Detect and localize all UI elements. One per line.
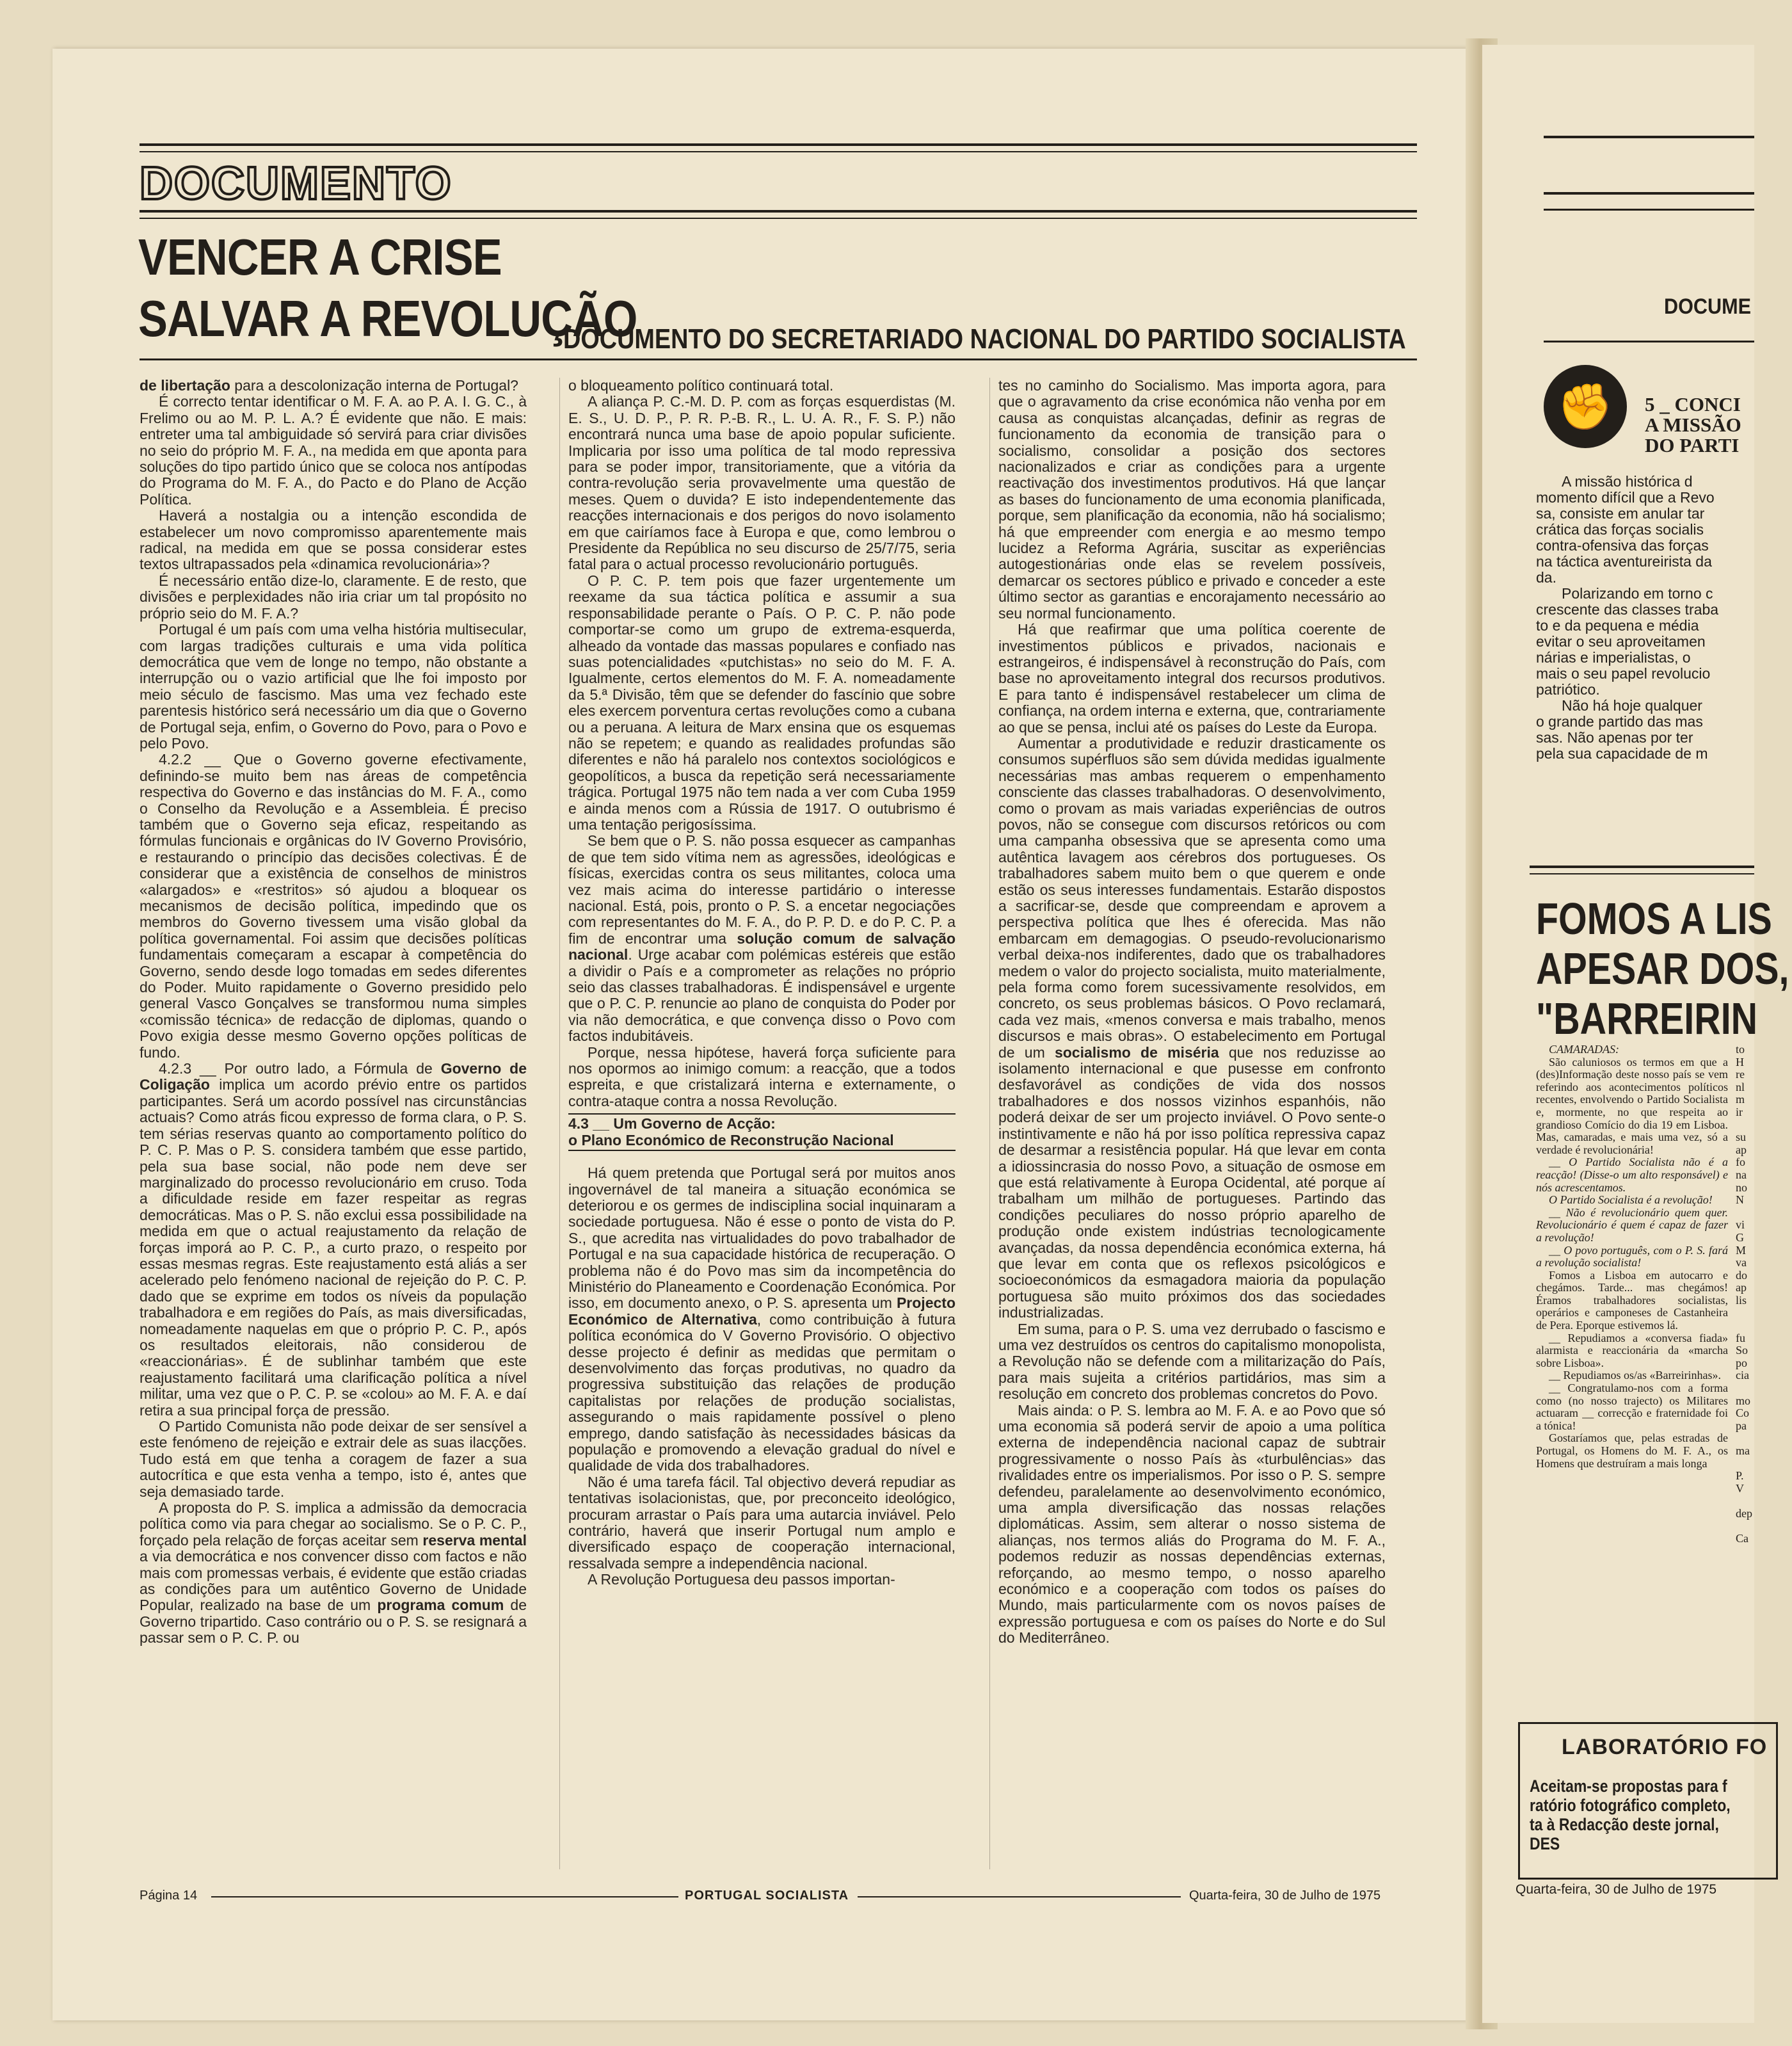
kicker-rule-thin <box>140 218 1417 219</box>
right-headline-line-3: "BARREIRIN <box>1536 994 1758 1043</box>
ad-line: ta à Redacção deste jornal, <box>1530 1815 1719 1834</box>
col3-paragraph: Mais ainda: o P. S. lembra ao M. F. A. e ao Povo que só uma economia sã poderá servir de apoio a uma política externa de independência nacional capaz de subtrair progressivamente o nosso País às «turbulências» das rivalidades entre os imperialismos. Por isso o P. S. sempre defendeu, paralelamente ao desenvolvimento económico, uma ampla diversificação das nossas relações diplomáticas. Assim, sem alterar o nosso sistema de alianças, nos termos aliás do Programa do M. F. A., podemos reduzir as nossas dependências externas, reforçando, ao mesmo tempo, o nosso aparelho económico e a cooperação com todos os países do Mundo, mais particularmente com os novos países de expressão portuguesa e com os países do Norte e do Sul do Mediterrâneo. <box>998 1401 1386 1647</box>
right-text-line: patriótico. <box>1536 681 1600 698</box>
footer-masthead: PORTUGAL SOCIALISTA <box>685 1889 849 1903</box>
letter-paragraph: __ O povo português, com o P. S. fará a revolução socialista! <box>1536 1243 1728 1269</box>
letter-paragraph: Fomos a Lisboa em autocarro e chegámos. Tarde... mas chegámos! Éramos trabalhadores socialistas, operários e camponeses de Castanheira de Pera. Eporque estivemos lá. <box>1536 1268 1728 1332</box>
letter-paragraph: __ Repudiamos a «conversa fiada» alarmista e reaccionária da «marcha sobre Lisboa». <box>1536 1331 1728 1369</box>
col2-paragraph: A aliança P. C.-M. D. P. com as forças esquerdistas (M. E. S., U. D. P., P. R. P.-B. R., L. U. A. R., F. S. P.) não encontrará nunca uma base de apoio popular suficiente. Implicaria por isso uma política de tal modo repressiva para se poder impor, transitoriamente, que a vitória da contra-revolução seria provavelmente uma questão de meses. Quem o duvida? E isto independentemente das reacções internacionais e dos perigos do novo isolamento em que cairíamos face à Europa e que, como lembrou o Presidente da República no seu discurso de 25/7/75, seria fatal para o actual processo revolucionário português. <box>568 393 956 573</box>
col1-paragraph: 4.2.3 __ Por outro lado, a Fórmula de Governo de Coligação implica um acordo prévio entre os partidos participantes. Será um acordo possível nas circunstâncias actuais? Como atrás ficou expresso de forma clara, o P. S. tem sérias reservas quanto ao comportamento político do P. C. P. Mas o P. S. considera também que esse partido, pela sua base social, não pode nem deve ser marginalizado do processo revolucionário em cruso. Toda a dificuldade reside em fazer respeitar as regras democráticas. Mas o P. S. não exclui essa possibilidade na medida em que o actual reajustamento da relação de forças imporá ao P. C. P., a curto prazo, o respeito por essas mesmas regras. Este reajustamento está aliás a ser acelerado pelo fenómeno nacional de rejeição do P. C. P. dado que se exprime em todos os níveis da população trabalhadora e em regiões do País, as mais diversificadas, nomeadamente naquelas em que o próprio P. C. P., após os resultados eleitorais, não considerou de «reaccionárias». É de sublinhar também que este reajustamento facilitará uma clarificação política a nível militar, uma vez que o P. C. P. se «colou» ao M. F. A. e daí retira a sua principal força de pressão. <box>140 1060 527 1419</box>
letter-column-edge: to H re nl m ir su ap fo na no N vi G M va do ap lis fu So po cia mo Co pa ma P. V dep Ca <box>1736 1043 1752 1545</box>
col3-paragraph: tes no caminho do Socialismo. Mas importa agora, para que o agravamento da crise económica não venha por em causa as conquistas alcançadas, definir as regras de funcionamento da economia de transição para o socialismo, consolidar a posição dos sectores nacionalizados e criar as condições para a urgente reactivação dos investimentos produtivos. Há que lançar as bases do funcionamento de uma economia planificada, porque, sem planificação da economia, não há socialismo; há que empreender com energia e ao mesmo tempo lucidez a Reforma Agrária, suscitar as experiências autogestionárias onde elas se revelem possíveis, demarcar os sectores público e privado e conceder a este último sector as garantias e encorajamento necessário ao seu normal funcionamento. <box>998 377 1386 622</box>
right-text-line: Não há hoje qualquer <box>1562 697 1702 714</box>
article-column-3 <box>998 378 1386 1647</box>
letter-column <box>1536 1043 1728 1470</box>
right-text-line: sas. Não apenas por ter <box>1536 729 1693 746</box>
col2-paragraph: Se bem que o P. S. não possa esquecer as campanhas de que tem sido vítima nem as agressões, ideológicas e físicas, exercidas contra os seus militantes, coloca uma vez mais acima do interesse partidário o interesse nacional. Está, pois, pronto o P. S. a encetar negociações com representantes do M. F. A., do P. P. D. e do P. C. P. a fim de encontrar uma solução comum de salvação nacional. Urge acabar com polémicas estéreis que estão a dividir o País e a comprometer as relações no próprio seio das classes trabalhadoras. É indispensável e urgente que o P. C. P. renuncie ao plano de conquista do Poder por via não democrática, e que convença disso o Povo com factos indubitáveis. <box>568 832 956 1045</box>
headline-line-2: SALVAR A REVOLUÇÃO <box>138 290 637 347</box>
section-heading-line: 4.3 __ Um Governo de Acção: <box>568 1115 776 1132</box>
section-kicker: DOCUMENTO <box>140 158 452 209</box>
ad-line: DES <box>1530 1834 1560 1853</box>
right-top-rule <box>1544 209 1754 211</box>
right-text-line: A missão histórica d <box>1562 473 1693 490</box>
article-column-2 <box>568 378 956 1588</box>
footer-date: Quarta-feira, 30 de Julho de 1975 <box>1189 1889 1381 1903</box>
right-text-line: nárias e imperialistas, o <box>1536 649 1691 666</box>
right-text-line: crescente das classes traba <box>1536 601 1719 618</box>
right-text-line: evitar o seu aproveitamen <box>1536 633 1706 650</box>
top-rule <box>140 143 1417 146</box>
ad-line: Aceitam-se propostas para f <box>1530 1776 1727 1796</box>
right-text-line: na táctica aventureirista da <box>1536 553 1712 570</box>
kicker-rule <box>140 210 1417 213</box>
right-headline-line-1: FOMOS A LIS <box>1536 894 1772 944</box>
col1-paragraph: O Partido Comunista não pode deixar de ser sensível a este fenómeno de rejeição e extrair dele as suas ilacções. Tudo está em que tenha a coragem de fazer a sua autocrítica e que esta venha a tempo, isto é, antes que seja demasiado tarde. <box>140 1418 527 1500</box>
right-section-line: A MISSÃO <box>1645 414 1741 436</box>
right-header-rule <box>1544 341 1754 342</box>
letter-paragraph: __ Não é revolucionário quem quer. Revolucionário é quem é capaz de fazer a revolução! <box>1536 1205 1728 1244</box>
headline-line-1: VENCER A CRISE <box>138 229 502 286</box>
col1-paragraph: Portugal é um país com uma velha história multisecular, com largas tradições culturais e uma vida política democrática que vem de longe no tempo, não obstante a interrupção ou o vazio artificial que lhe foi imposto por meio século de fascismo. Mas uma vez fechado este parentesis histórico será necessário um dia que o Governo de Portugal seja, enfim, o Governo do Povo, para o Povo e pelo Povo. <box>140 621 527 752</box>
section-heading-line: o Plano Económico de Reconstrução Nacional <box>568 1131 894 1148</box>
col2-paragraph: Não é uma tarefa fácil. Tal objectivo deverá repudiar as tentativas isolacionistas, que, por preconceito ideológico, procuram arrastar o País para uma autarcia inviável. Pelo contrário, haverá que inserir Portugal num amplo e diversificado espaço de cooperação internacional, ressalvada sempre a independência nacional. <box>568 1473 956 1572</box>
article-column-1 <box>140 378 527 1647</box>
right-text-line: Polarizando em torno c <box>1562 585 1713 602</box>
col3-paragraph: Aumentar a produtividade e reduzir drasticamente os consumos supérfluos são sem dúvida medidas igualmente necessárias mas ambas requerem o empenhamento consciente das classes trabalhadoras. O desenvolvimento, como o provam as mais variadas experiências de outros povos, não se consegue com discursos retóricos ou com uma campanha obsessiva que se apresenta como uma autêntica lavagem aos cérebros dos portugueses. Os trabalhadores sabem muito bem o que querem e onde estão os seus interesses fundamentais. Estarão dispostos a sacrificar-se, desde que compreendam e aprovem a perspectiva política que lhes é oferecida. Mas não embarcam em demagogias. O pseudo-revolucionarismo verbal deixa-nos indiferentes, dado que os trabalhadores medem o valor do projecto socialista, muito materialmente, pela forma como forem sucessivamente resolvidos, em concreto, os seus problemas básicos. O Povo reclamará, cada vez mais, «menos conversa e mais trabalho, menos discursos e mais obras». O estabelecimento em Portugal de um socialismo de miséria que nos reduzisse ao isolamento internacional e que pusesse em confronto desfavorável as condições de vida dos nossos trabalhadores e dos nossos vizinhos espanhóis, não poderá deixar de ser um projecto inviável. O Povo sente-o instintivamente e não há por isso política repressiva capaz de desarmar a resistência popular. Há que levar em conta a idiossincrasia do nosso Povo, a situação de osmose em que está relativamente à Europa Ocidental, até porque aí trabalham um milhão de portugueses. Partindo das condições peculiares do nosso próprio aparelho de produção onde existem indústrias tecnologicamente avançadas, da nossa dependência económica externa, há que levar em conta que os reflexos psicológicos e socioeconómicos da esmagadora maioria da população portuguesa são muito próximos dos das sociedades industrializadas. <box>998 734 1386 1321</box>
col1-paragraph: de libertação para a descolonização interna de Portugal? <box>140 377 518 394</box>
footer-rule <box>858 1896 1181 1897</box>
column-divider <box>559 378 560 1869</box>
col2-paragraph: Há quem pretenda que Portugal será por muitos anos ingovernável de tal maneira a situação económica se deteriorou e os germes de indisciplina social inquinaram a sociedade portuguesa. Não é esse o ponto de vista do P. S., que acredita nas virtualidades do povo trabalhador de Portugal e na sua capacidade histórica de recuperação. O problema não é do Povo mas sim da incompetência do Ministério do Planeamento e Coordenação Económica. Por isso, em documento anexo, o P. S. apresenta um Projecto Económico de Alternativa, como contribuição à futura política económica do V Governo Provisório. O objectivo desse projecto é definir as medidas que permitam o desenvolvimento das forças produtivas, no quadro da progressiva substituição das relações de produção capitalistas por relações de produção socialistas, assegurando o mais rapidamente possível o pleno emprego, dando satisfação às necessidades básicas da população e promovendo a elevação gradual do nível e qualidade de vida dos trabalhadores. <box>568 1164 956 1474</box>
right-top-rule <box>1544 192 1754 195</box>
letter-paragraph: __ Repudiamos os/as «Barreirinhas». <box>1549 1369 1721 1382</box>
footer-rule <box>211 1896 678 1897</box>
letter-paragraph: O Partido Socialista é a revolução! <box>1549 1193 1713 1207</box>
right-text-line: mais o seu papel revolucio <box>1536 665 1711 682</box>
right-section-line: 5 _ CONCI <box>1645 393 1741 415</box>
col1-paragraph: Haverá a nostalgia ou a intenção escondida de estabelecer um novo compromisso aparentemente mais radical, na medida em que se possa considerar estes textos ultrapassados pela «dinamica revolucionária»? <box>140 507 527 573</box>
laboratorio-ad-text <box>1530 1776 1731 1853</box>
col1-paragraph: 4.2.2 __ Que o Governo governe efectivamente, definindo-se muito bem nas áreas de competência respectiva do Governo e das instâncias do M. F. A., como o Conselho da Revolução e a Assembleia. É preciso também que o Governo seja eficaz, respeitando as fórmulas funcionais e orgânicas do IV Governo Provisório, e restaurando o princípio das decisões colectivas. É de considerar que a existência de conselhos de ministros «alargados» e «restritos» só ajudou a bloquear os mecanismos de decisão política, impedindo que os membros do Governo tivessem uma visão global da política governamental. Foi assim que decisões políticas fundamentais começaram a escapar à competência do Governo, sendo desde logo tomadas em sedes diferentes do Poder. Muito rapidamente o Governo presidido pelo general Vasco Gonçalves se transformou numa simples «comissão técnica» de redacção de diplomas, quando o Povo exigia desse mesmo Governo opções políticas de fundo. <box>140 751 527 1061</box>
right-page-date: Quarta-feira, 30 de Julho de 1975 <box>1516 1882 1717 1897</box>
right-text-line: to e da pequena e média <box>1536 617 1699 634</box>
section-heading-4-3 <box>568 1113 956 1151</box>
right-mid-rule <box>1530 866 1754 868</box>
col2-paragraph: Porque, nessa hipótese, haverá força suficiente para nos opormos ao inimigo comum: a reacção, que a todos espreita, e que cristalizará interna e externamente, o contra-ataque contra a nossa Revolução. <box>568 1043 956 1109</box>
right-text-line: sa, consiste em anular tar <box>1536 505 1705 522</box>
right-section-line: DO PARTI <box>1645 434 1740 456</box>
letter-paragraph: São caluniosos os termos em que a (des)Informação deste nosso país se vem referindo aos acontecimentos políticos recentes, envolvendo o Partido Socialista e, mormente, no que respeita ao grandioso Comício do dia 19 em Lisboa. Mas, camaradas, e mais uma vez, só a verdade é revolucionária! <box>1536 1055 1728 1156</box>
right-text-line: o grande partido das mas <box>1536 713 1703 730</box>
right-column-text <box>1536 474 1792 762</box>
right-headline-line-2: APESAR DOS, <box>1536 944 1789 994</box>
letter-paragraph: Gostaríamos que, pelas estradas de Portugal, os Homens do M. F. A., os Homens que destruíram a mais longa <box>1536 1431 1728 1470</box>
letter-paragraph: CAMARADAS: <box>1549 1043 1619 1056</box>
ad-line: ratório fotográfico completo, <box>1530 1796 1731 1815</box>
headline-rule <box>140 358 1417 360</box>
right-text-line: crática das forças socialis <box>1536 521 1704 538</box>
col1-paragraph: A proposta do P. S. implica a admissão da democracia política como via para chegar ao socialismo. Se o P. C. P., forçado pela relação de forças aceitar sem reserva mental a via democrática e nos convencer disso com factos e não mais com promessas verbais, é evidente que estão criadas as condições para um autêntico Governo de Unidade Popular, realizado na base de um programa comum de Governo tripartido. Caso contrário ou o P. S. se resignará a passar sem o P. C. P. ou <box>140 1499 527 1647</box>
col2-paragraph: O P. C. P. tem pois que fazer urgentemente um reexame da sua táctica política e assumir a sua responsabilidade perante o País. O P. C. P. não pode comportar-se como um grupo de extrema-esquerda, alheado da vontade das massas populares e confiado nas suas potencialidades «putchistas» no seio do M. F. A. Igualmente, certos elementos do M. F. A. nomeadamente da 5.ª Divisão, têm que se defender do fascínio que sobre eles exercem porventura certas revoluções como a cubana ou a peruana. A leitura de Marx ensina que os esquemas não se repetem; e quando as realidades profundas são diferentes e não há paralelo nos contextos sociológicos e geopolíticos, a busca da repetição será necessariamente trágica. Portugal 1975 não tem nada a ver com Cuba 1959 e ainda menos com a Rússia de 1917. O outubrismo é uma tentação perigosíssima. <box>568 572 956 833</box>
col2-paragraph: o bloqueamento político continuará total. <box>568 377 834 394</box>
letter-paragraph: __ Congratulamo-nos com a forma como (no nosso trajecto) os Militares actuaram __ correcção e fraternidade foi a tónica! <box>1536 1381 1728 1432</box>
right-text-line: contra-ofensiva das forças <box>1536 537 1709 554</box>
subheadline: DOCUMENTO DO SECRETARIADO NACIONAL DO PARTIDO SOCIALISTA <box>563 323 1406 355</box>
col2-paragraph: A Revolução Portuguesa deu passos importan- <box>588 1571 895 1588</box>
col3-paragraph: Em suma, para o P. S. uma vez derrubado o fascismo e uma vez destruídos os centros do capitalismo monopolista, a Revolução não se defende com a militarização do País, para mais sujeita a critérios partidários, mas sim a resolução em concreto dos problemas concretos do Povo. <box>998 1320 1386 1403</box>
col1-paragraph: É correcto tentar identificar o M. F. A. ao P. A. I. G. C., à Frelimo ou ao M. P. L. A.? É evidente que não. E mais: entreter uma tal ambiguidade só servirá para criar divisões no seio do próprio M. F. A., na medida em que aponta para soluções do tipo partido único que se coloca nos antípodas do Programa do M. F. A., do Pacto e do Plano de Acção Política. <box>140 393 527 508</box>
right-text-line: da. <box>1536 569 1556 586</box>
fist-logo-icon: ✊ <box>1544 365 1627 448</box>
right-mid-rule <box>1530 873 1754 874</box>
page-number: Página 14 <box>140 1889 198 1903</box>
laboratorio-ad-title: LABORATÓRIO FO <box>1562 1735 1768 1759</box>
column-divider <box>989 378 990 1869</box>
right-text-line: pela sua capacidade de m <box>1536 745 1708 762</box>
right-section-heading <box>1645 394 1741 456</box>
col1-paragraph: É necessário então dize-lo, claramente. E de resto, que divisões e perplexidades não iria criar um tal propósito no próprio seio do M. F. A.? <box>140 572 527 622</box>
right-top-rule <box>1544 136 1754 138</box>
top-rule-thin <box>140 151 1417 152</box>
right-page-header: DOCUME <box>1664 294 1751 319</box>
right-text-line: momento difícil que a Revo <box>1536 489 1715 506</box>
letter-paragraph: __ O Partido Socialista não é a reacção! (Disse-o um alto responsável) e nós acrescentamos. <box>1536 1156 1728 1194</box>
col3-paragraph: Há que reafirmar que uma política coerente de investimentos públicos e privados, nacionais e estrangeiros, é indispensável à reconstrução do País, com base no aproveitamento integral dos recursos produtivos. E para tanto é indispensável restabelecer um clima de confiança, na ordem interna e externa, que, contrariamente ao que se pensa, inclui até os países do Leste da Europa. <box>998 621 1386 736</box>
